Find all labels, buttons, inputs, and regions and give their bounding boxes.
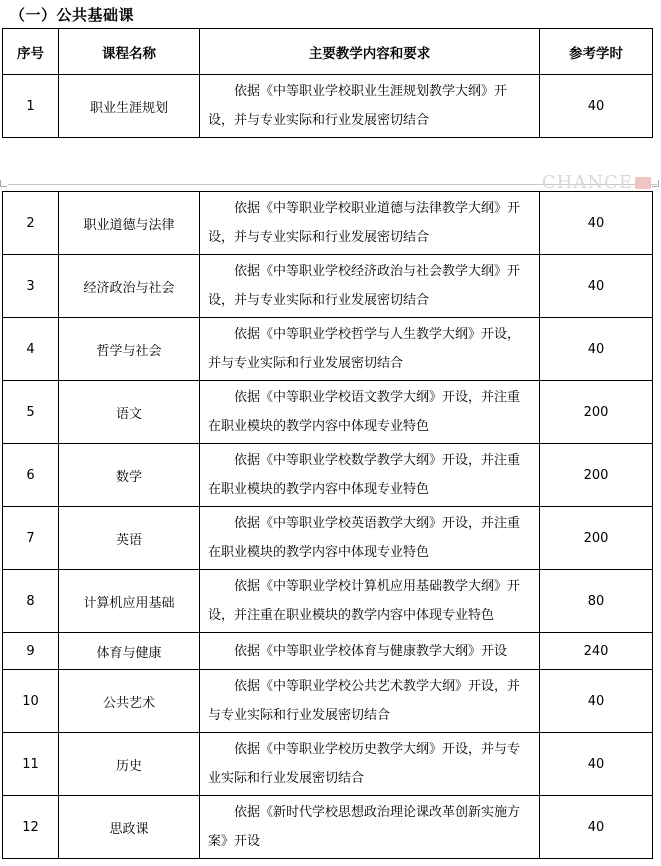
table-row bbox=[3, 733, 653, 796]
course-description bbox=[200, 670, 540, 733]
course-hours: 200 bbox=[540, 381, 653, 444]
description-text: 依据《新时代学校思想政治理论课改革创新实施方案》开设 bbox=[208, 805, 521, 849]
page-corner-mark-left bbox=[0, 180, 7, 187]
course-description bbox=[200, 733, 540, 796]
row-num: 5 bbox=[3, 381, 59, 444]
row-num: 2 bbox=[3, 192, 59, 255]
course-description bbox=[200, 75, 540, 138]
course-name: 语文 bbox=[59, 381, 200, 444]
table-row bbox=[3, 570, 653, 633]
description-text: 依据《中等职业学校历史教学大纲》开设，并与专业实际和行业发展密切结合 bbox=[208, 742, 521, 786]
course-name: 英语 bbox=[59, 507, 200, 570]
table-row bbox=[3, 444, 653, 507]
row-num: 4 bbox=[3, 318, 59, 381]
row-num: 7 bbox=[3, 507, 59, 570]
course-name: 经济政治与社会 bbox=[59, 255, 200, 318]
row-num: 6 bbox=[3, 444, 59, 507]
course-name: 职业道德与法律 bbox=[59, 192, 200, 255]
row-num: 11 bbox=[3, 733, 59, 796]
description-text: 依据《中等职业学校英语教学大纲》开设，并注重在职业模块的教学内容中体现专业特色 bbox=[208, 516, 521, 560]
course-hours: 40 bbox=[540, 255, 653, 318]
course-name: 体育与健康 bbox=[59, 633, 200, 670]
description-text: 依据《中等职业学校公共艺术教学大纲》开设，并与专业实际和行业发展密切结合 bbox=[208, 679, 521, 723]
course-description bbox=[200, 192, 540, 255]
row-num: 1 bbox=[3, 75, 59, 138]
table-row bbox=[3, 318, 653, 381]
course-description bbox=[200, 255, 540, 318]
header-hours: 参考学时 bbox=[540, 29, 653, 75]
row-num: 3 bbox=[3, 255, 59, 318]
course-description bbox=[200, 796, 540, 859]
watermark-text: CHANCE bbox=[541, 172, 633, 193]
watermark-logo bbox=[542, 172, 651, 193]
course-description bbox=[200, 318, 540, 381]
course-name: 数学 bbox=[59, 444, 200, 507]
course-name: 历史 bbox=[59, 733, 200, 796]
course-table-part-1 bbox=[2, 28, 653, 138]
table-row bbox=[3, 192, 653, 255]
course-table-part-2 bbox=[2, 191, 653, 859]
table-row bbox=[3, 255, 653, 318]
table-row bbox=[3, 381, 653, 444]
table-row bbox=[3, 75, 653, 138]
course-hours: 40 bbox=[540, 192, 653, 255]
header-course-name: 课程名称 bbox=[59, 29, 200, 75]
table-row bbox=[3, 670, 653, 733]
course-hours: 240 bbox=[540, 633, 653, 670]
course-hours: 40 bbox=[540, 733, 653, 796]
course-name: 思政课 bbox=[59, 796, 200, 859]
course-hours: 40 bbox=[540, 75, 653, 138]
page-corner-mark-right bbox=[652, 180, 659, 187]
row-num: 9 bbox=[3, 633, 59, 670]
course-hours: 200 bbox=[540, 507, 653, 570]
course-hours: 40 bbox=[540, 796, 653, 859]
course-description bbox=[200, 381, 540, 444]
course-description bbox=[200, 507, 540, 570]
course-name: 职业生涯规划 bbox=[59, 75, 200, 138]
section-heading: （一）公共基础课 bbox=[10, 6, 135, 24]
watermark-seal-icon bbox=[635, 177, 651, 189]
description-text: 依据《中等职业学校职业生涯规划教学大纲》开设，并与专业实际和行业发展密切结合 bbox=[208, 84, 508, 128]
description-text: 依据《中等职业学校哲学与人生教学大纲》开设，并与专业实际和行业发展密切结合 bbox=[208, 327, 521, 371]
table-row bbox=[3, 507, 653, 570]
table-row bbox=[3, 796, 653, 859]
description-text: 依据《中等职业学校体育与健康教学大纲》开设 bbox=[234, 643, 508, 659]
course-name: 哲学与社会 bbox=[59, 318, 200, 381]
row-num: 12 bbox=[3, 796, 59, 859]
row-num: 8 bbox=[3, 570, 59, 633]
row-num: 10 bbox=[3, 670, 59, 733]
course-hours: 40 bbox=[540, 670, 653, 733]
course-description bbox=[200, 444, 540, 507]
course-name: 计算机应用基础 bbox=[59, 570, 200, 633]
page-break bbox=[0, 172, 661, 193]
course-hours: 200 bbox=[540, 444, 653, 507]
course-description bbox=[200, 570, 540, 633]
course-hours: 40 bbox=[540, 318, 653, 381]
description-text: 依据《中等职业学校经济政治与社会教学大纲》开设，并与专业实际和行业发展密切结合 bbox=[208, 264, 521, 308]
course-hours: 80 bbox=[540, 570, 653, 633]
description-text: 依据《中等职业学校数学教学大纲》开设，并注重在职业模块的教学内容中体现专业特色 bbox=[208, 453, 521, 497]
header-content: 主要教学内容和要求 bbox=[200, 29, 540, 75]
course-name: 公共艺术 bbox=[59, 670, 200, 733]
description-text: 依据《中等职业学校语文教学大纲》开设，并注重在职业模块的教学内容中体现专业特色 bbox=[208, 390, 521, 434]
header-num: 序号 bbox=[3, 29, 59, 75]
course-description bbox=[200, 633, 540, 670]
table-header-row bbox=[3, 29, 653, 75]
description-text: 依据《中等职业学校计算机应用基础教学大纲》开设，并注重在职业模块的教学内容中体现专业特色 bbox=[208, 579, 521, 623]
table-row bbox=[3, 633, 653, 670]
description-text: 依据《中等职业学校职业道德与法律教学大纲》开设，并与专业实际和行业发展密切结合 bbox=[208, 201, 521, 245]
